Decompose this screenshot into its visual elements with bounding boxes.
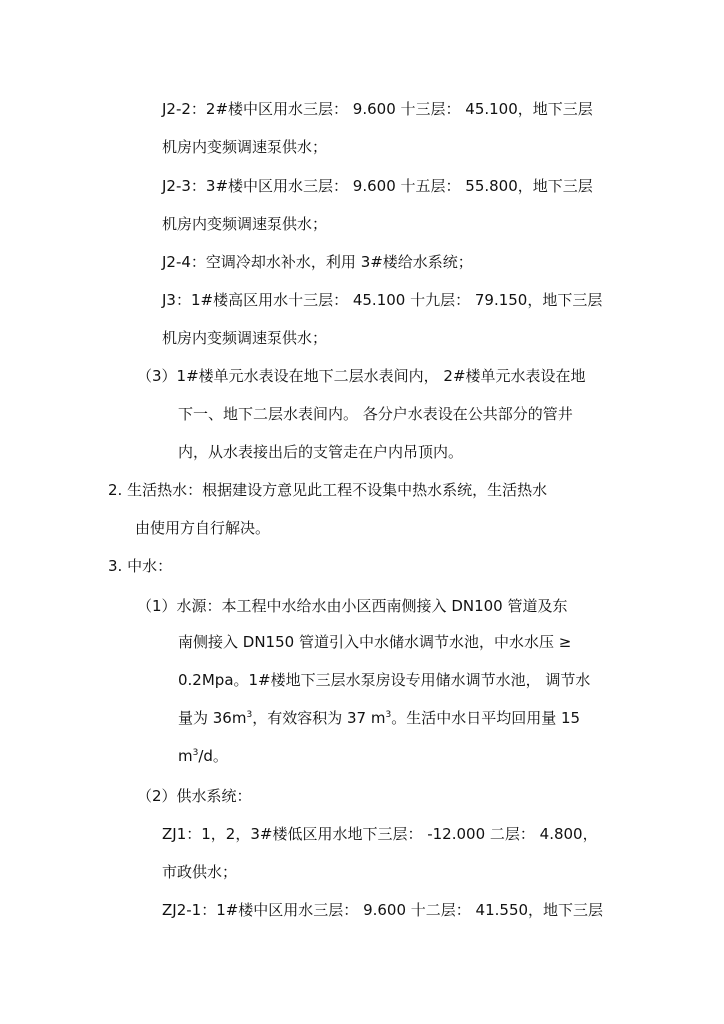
- text-line: [178, 746, 228, 766]
- text-line: 3. 中水：: [108, 557, 173, 575]
- text-line: 市政供水；: [162, 863, 238, 881]
- text-line: （2）供水系统：: [137, 787, 252, 805]
- text-segment: /d。: [198, 747, 228, 765]
- text-line: 0.2Mpa。1#楼地下三层水泵房设专用储水调节水池， 调节水: [178, 671, 591, 689]
- text-line: 内，从水表接出后的支管走在户内吊顶内。: [178, 443, 464, 461]
- text-line: [178, 708, 580, 728]
- text-line: J2-3：3#楼中区用水三层： 9.600 十五层： 55.800，地下三层: [162, 177, 593, 195]
- text-line: 机房内变频调速泵供水；: [162, 215, 328, 233]
- text-line: J2-4：空调冷却水补水，利用 3#楼给水系统；: [162, 253, 473, 271]
- text-segment: 量为 36m: [178, 709, 247, 727]
- text-line: 下一、地下二层水表间内。 各分户水表设在公共部分的管井: [178, 405, 573, 423]
- text-line: ZJ1：1，2，3#楼低区用水地下三层： -12.000 二层： 4.800，: [162, 825, 598, 843]
- superscript: 3: [385, 710, 392, 720]
- superscript: 3: [192, 748, 199, 758]
- text-line: J2-2：2#楼中区用水三层： 9.600 十三层： 45.100，地下三层: [162, 100, 593, 118]
- text-segment: 。生活中水日平均回用量 15: [391, 709, 581, 727]
- text-line: 由使用方自行解决。: [135, 519, 271, 537]
- text-line: 机房内变频调速泵供水；: [162, 329, 328, 347]
- text-segment: m: [178, 747, 193, 765]
- text-line: （1）水源：本工程中水给水由小区西南侧接入 DN100 管道及东: [137, 597, 568, 615]
- text-line: （3）1#楼单元水表设在地下二层水表间内， 2#楼单元水表设在地: [137, 367, 586, 385]
- text-line: J3：1#楼高区用水十三层： 45.100 十九层： 79.150，地下三层: [162, 291, 603, 309]
- superscript: 3: [246, 710, 253, 720]
- text-line: 机房内变频调速泵供水；: [162, 138, 328, 156]
- text-line: 南侧接入 DN150 管道引入中水储水调节水池，中水水压 ≥: [178, 633, 572, 651]
- text-line: ZJ2-1：1#楼中区用水三层： 9.600 十二层： 41.550，地下三层: [162, 901, 604, 919]
- text-line: 2. 生活热水：根据建设方意见此工程不设集中热水系统，生活热水: [108, 481, 548, 499]
- text-segment: ，有效容积为 37 m: [252, 709, 386, 727]
